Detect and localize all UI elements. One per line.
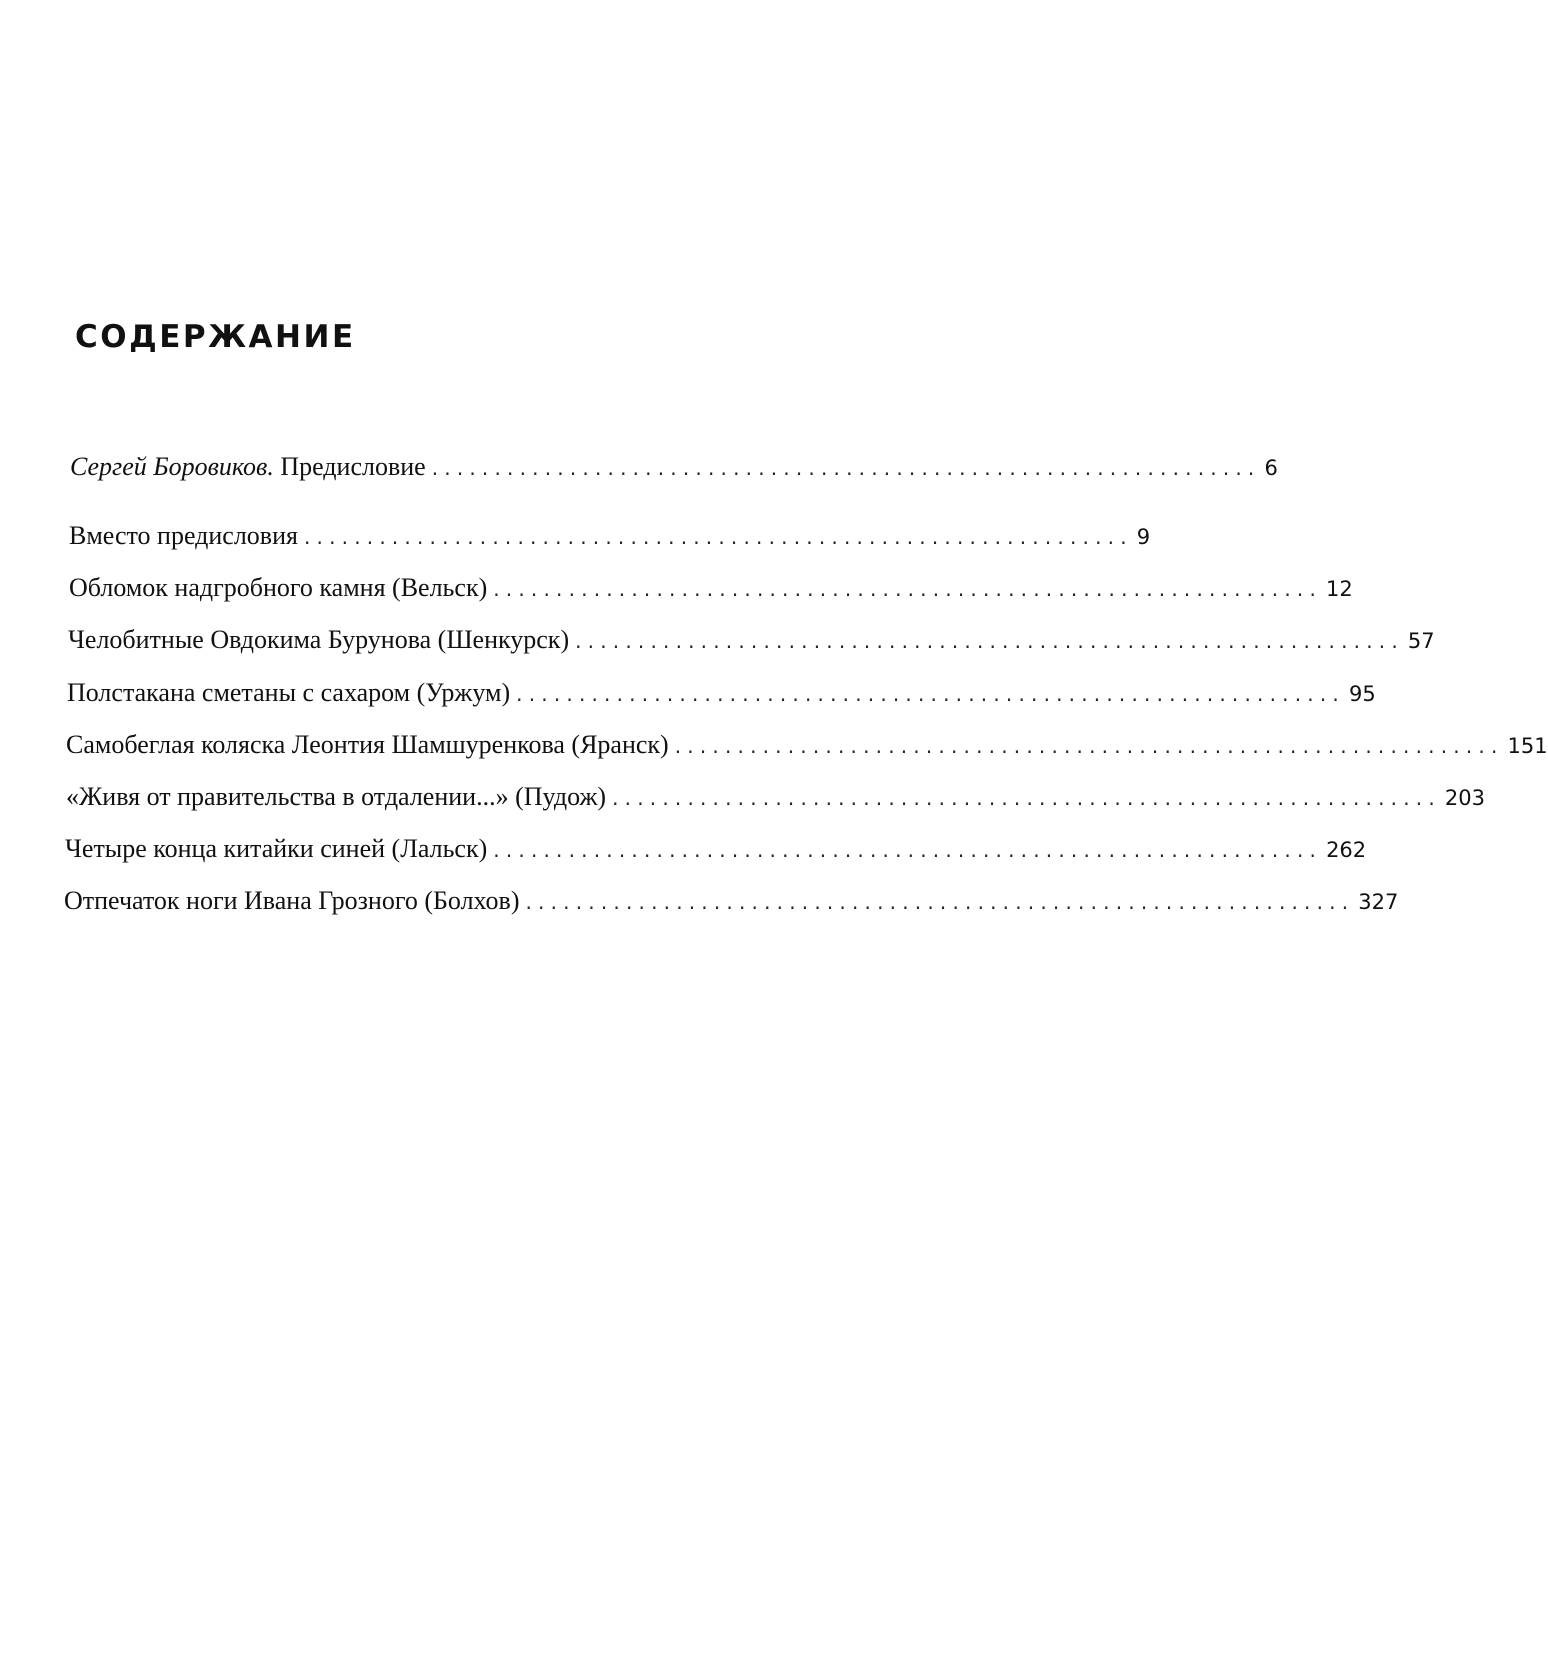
toc-entry-preface bbox=[70, 450, 1278, 484]
toc-entry-title bbox=[70, 450, 426, 484]
toc-entry bbox=[69, 571, 1353, 605]
toc-entry-author: Сергей Боровиков. bbox=[70, 452, 274, 481]
dot-leader: .................................................................. bbox=[525, 890, 1355, 914]
toc-entry bbox=[69, 519, 1151, 553]
dot-leader: .................................................................. bbox=[303, 525, 1133, 549]
toc-entry-title: Отпечаток ноги Ивана Грозного (Болхов) bbox=[64, 886, 520, 915]
toc-entry-title: Четыре конца китайки синей (Лальск) bbox=[65, 834, 488, 863]
dot-leader: .................................................................. bbox=[612, 786, 1441, 810]
dot-leader: .................................................................. bbox=[493, 577, 1323, 601]
toc-entry bbox=[66, 780, 1485, 814]
toc-entry bbox=[64, 884, 1399, 918]
toc-heading: СОДЕРЖАНИЕ bbox=[75, 319, 356, 355]
toc-entry-page: 9 bbox=[1136, 525, 1151, 549]
toc-entry-title-text: Предисловие bbox=[280, 452, 426, 481]
toc-entry-title: Вместо предисловия bbox=[69, 521, 298, 550]
toc-entry-title: Полстакана сметаны с сахаром (Уржум) bbox=[67, 678, 511, 707]
toc-entry-title: «Живя от правительства в отдалении...» (Пудож) bbox=[66, 782, 607, 811]
dot-leader: .................................................................. bbox=[575, 629, 1404, 653]
toc-entry bbox=[65, 832, 1367, 866]
toc-entry-page: 151 bbox=[1507, 734, 1548, 758]
toc-entry-title: Обломок надгробного камня (Вельск) bbox=[69, 573, 488, 602]
toc-entry bbox=[67, 676, 1376, 710]
toc-entry-page: 203 bbox=[1444, 786, 1485, 810]
dot-leader: .................................................................. bbox=[431, 456, 1261, 480]
toc-entry-page: 327 bbox=[1358, 890, 1399, 914]
toc-entry bbox=[68, 623, 1435, 657]
toc-entry-page: 6 bbox=[1264, 456, 1278, 480]
toc-entry bbox=[66, 728, 1548, 762]
toc-entry-page: 57 bbox=[1407, 629, 1435, 653]
toc-entry-page: 95 bbox=[1348, 682, 1376, 706]
dot-leader: .................................................................. bbox=[493, 838, 1323, 862]
dot-leader: .................................................................. bbox=[516, 682, 1345, 706]
toc-entry-page: 12 bbox=[1326, 577, 1353, 601]
dot-leader: .................................................................. bbox=[674, 734, 1504, 758]
toc-entry-page: 262 bbox=[1326, 838, 1367, 862]
toc-entry-title: Челобитные Овдокима Бурунова (Шенкурск) bbox=[68, 625, 570, 654]
toc-entry-title: Самобеглая коляска Леонтия Шамшуренкова (Яранск) bbox=[66, 730, 669, 759]
